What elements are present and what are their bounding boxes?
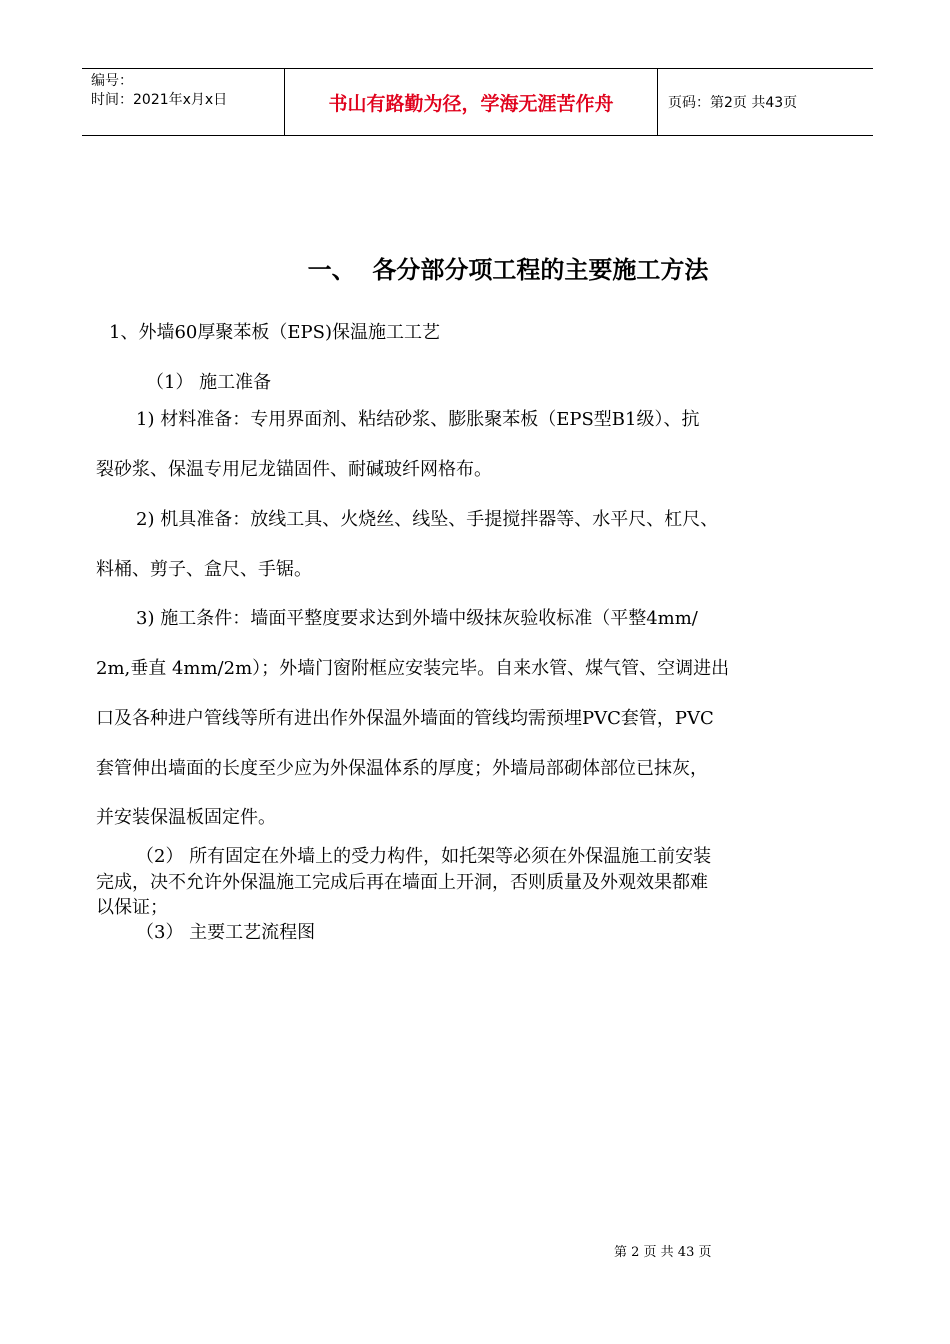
page-footer: 第 2 页 共 43 页 <box>614 1245 712 1260</box>
paragraph-line: 以保证； <box>96 897 168 918</box>
date-label: 时间：2021年x月x日 <box>91 92 228 108</box>
paragraph-line: （3） 主要工艺流程图 <box>136 922 316 943</box>
paragraph-line: （1） 施工准备 <box>146 372 272 393</box>
section-title: 一、 各分部分项工程的主要施工方法 <box>307 256 709 284</box>
paragraph-line: （2） 所有固定在外墙上的受力构件，如托架等必须在外保温施工前安装 <box>136 846 712 867</box>
paragraph-line: 3) 施工条件：墙面平整度要求达到外墙中级抹灰验收标准（平整4mm/ <box>136 608 698 629</box>
paragraph-line: 1) 材料准备：专用界面剂、粘结砂浆、膨胀聚苯板（EPS型B1级）、抗 <box>136 409 700 430</box>
header-slogan: 书山有路勤为径，学海无涯苦作舟 <box>285 69 658 135</box>
paragraph-line: 套管伸出墙面的长度至少应为外保温体系的厚度；外墙局部砌体部位已抹灰， <box>96 758 708 779</box>
header-table <box>82 68 873 136</box>
number-label: 编号： <box>91 73 133 89</box>
paragraph-line: 口及各种进户管线等所有进出作外保温外墙面的管线均需预埋PVC套管，PVC <box>96 708 714 729</box>
paragraph-line: 料桶、剪子、盒尺、手锯。 <box>96 559 312 580</box>
paragraph-line: 并安装保温板固定件。 <box>96 807 276 828</box>
paragraph-line: 完成，决不允许外保温施工完成后再在墙面上开洞，否则质量及外观效果都难 <box>96 872 708 893</box>
paragraph-line: 1、外墙60厚聚苯板（EPS)保温施工工艺 <box>109 322 440 343</box>
paragraph-line: 裂砂浆、保温专用尼龙锚固件、耐碱玻纤网格布。 <box>96 459 492 480</box>
header-left-cell <box>82 69 285 135</box>
paragraph-line: 2m,垂直 4mm/2m）；外墙门窗附框应安装完毕。自来水管、煤气管、空调进出 <box>96 658 730 679</box>
header-page-info: 页码：第2页 共43页 <box>668 95 798 111</box>
paragraph-line: 2) 机具准备：放线工具、火烧丝、线坠、手提搅拌器等、水平尺、杠尺、 <box>136 509 719 530</box>
